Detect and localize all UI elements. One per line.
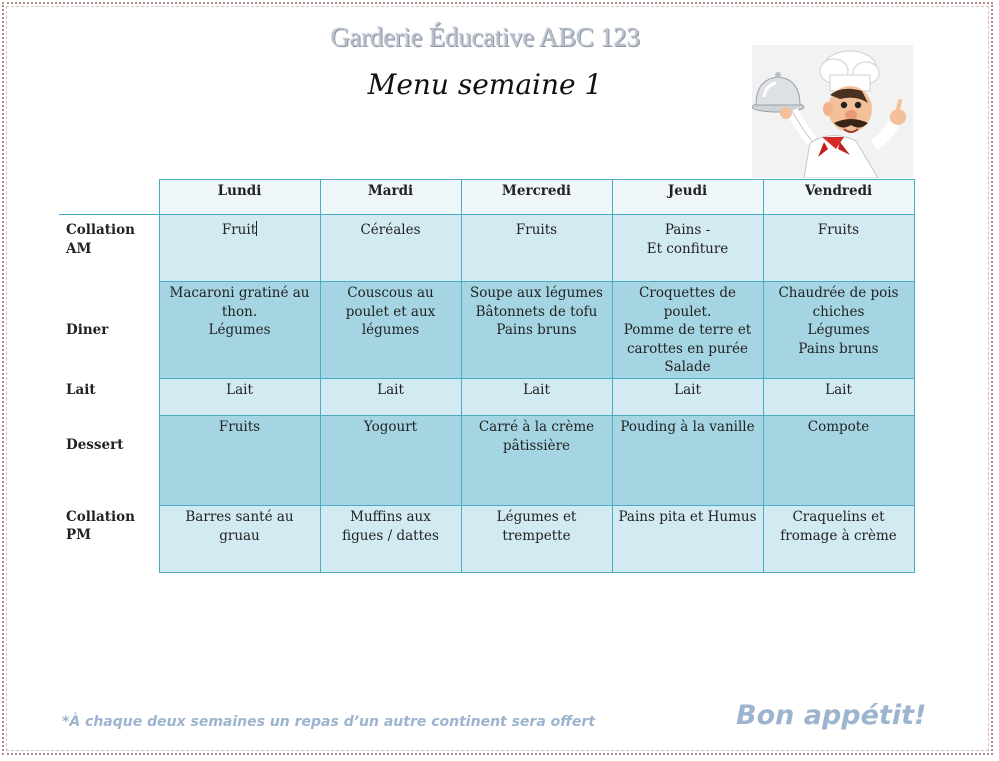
menu-cell: Fruit	[159, 215, 320, 282]
menu-cell: Fruits	[159, 416, 320, 506]
menu-cell: Pains - Et confiture	[612, 215, 763, 282]
menu-cell: Lait	[763, 379, 914, 416]
table-corner	[59, 180, 159, 215]
table-row	[59, 215, 914, 282]
menu-cell: Muffins aux figues / dattes	[320, 506, 461, 573]
menu-cell: Céréales	[320, 215, 461, 282]
menu-cell: Lait	[612, 379, 763, 416]
footnote-text: *À chaque deux semaines un repas d’un autre continent sera offert	[62, 714, 596, 730]
menu-cell: Couscous au poulet et aux légumes	[320, 282, 461, 379]
row-label: Collation AM	[59, 215, 159, 282]
row-label: Dessert	[59, 416, 159, 506]
menu-cell: Compote	[763, 416, 914, 506]
chef-holding-cloche-icon	[752, 45, 913, 178]
menu-cell: Fruits	[461, 215, 612, 282]
menu-cell: Yogourt	[320, 416, 461, 506]
day-header-mercredi: Mercredi	[461, 180, 612, 215]
table-row	[59, 379, 914, 416]
menu-cell: Lait	[320, 379, 461, 416]
menu-cell: Carré à la crème pâtissière	[461, 416, 612, 506]
menu-cell: Légumes et trempette	[461, 506, 612, 573]
day-header-lundi: Lundi	[159, 180, 320, 215]
menu-cell: Craquelins et fromage à crème	[763, 506, 914, 573]
table-row	[59, 506, 914, 573]
table-row	[59, 416, 914, 506]
row-label: Diner	[59, 282, 159, 379]
day-header-vendredi: Vendredi	[763, 180, 914, 215]
menu-title: Menu semaine 1	[367, 68, 603, 101]
day-header-mardi: Mardi	[320, 180, 461, 215]
menu-cell: Chaudrée de pois chiches Légumes Pains bruns	[763, 282, 914, 379]
menu-cell: Lait	[159, 379, 320, 416]
menu-cell: Pains pita et Humus	[612, 506, 763, 573]
menu-cell: Soupe aux légumes Bâtonnets de tofu Pains bruns	[461, 282, 612, 379]
weekly-menu-table	[59, 179, 915, 573]
text-cursor	[256, 221, 257, 236]
menu-cell: Fruits	[763, 215, 914, 282]
row-label: Collation PM	[59, 506, 159, 573]
table-row	[59, 282, 914, 379]
menu-cell: Lait	[461, 379, 612, 416]
menu-cell: Barres santé au gruau	[159, 506, 320, 573]
day-header-jeudi: Jeudi	[612, 180, 763, 215]
table-header-row	[59, 180, 914, 215]
organization-name: Garderie Éducative ABC 123	[330, 22, 640, 52]
row-label: Lait	[59, 379, 159, 416]
closing-text: Bon appétit!	[736, 700, 927, 731]
menu-cell: Croquettes de poulet. Pomme de terre et carottes en purée Salade	[612, 282, 763, 379]
menu-cell: Macaroni gratiné au thon. Légumes	[159, 282, 320, 379]
menu-cell: Pouding à la vanille	[612, 416, 763, 506]
